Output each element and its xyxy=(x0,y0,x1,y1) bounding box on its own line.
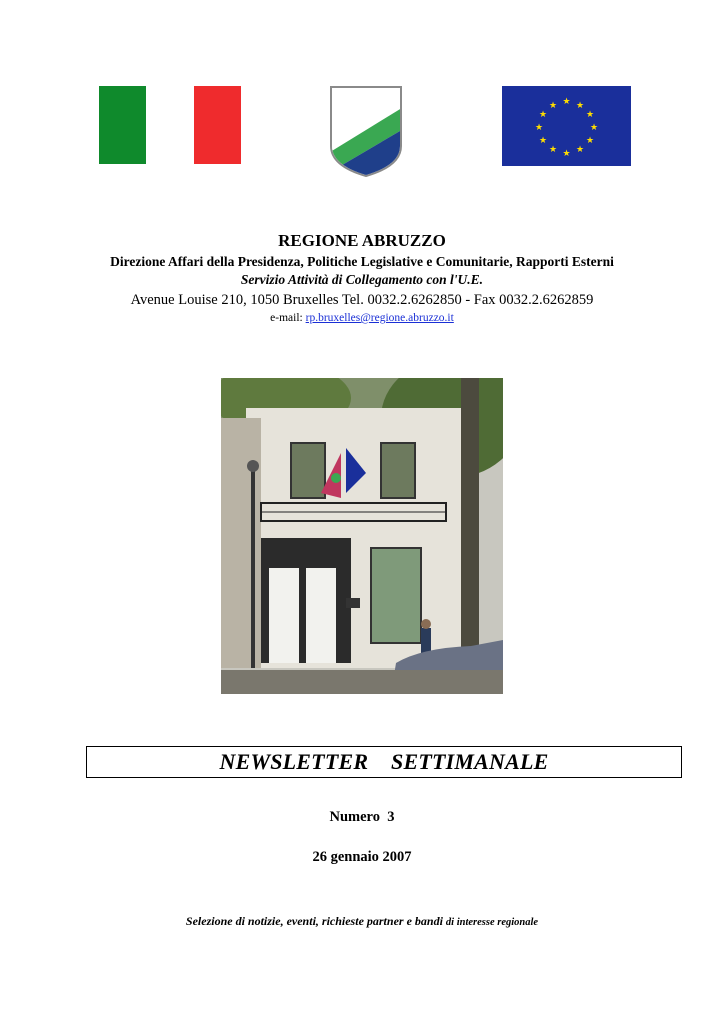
tagline xyxy=(0,914,724,929)
eu-flag-icon xyxy=(502,86,631,166)
svg-text:★: ★ xyxy=(538,136,548,146)
newsletter-title: NEWSLETTER SETTIMANALE xyxy=(219,749,549,774)
office-building-photo xyxy=(221,378,503,694)
issue-number: Numero 3 xyxy=(329,809,395,825)
svg-text:★: ★ xyxy=(538,110,548,120)
issue-date: 26 gennaio 2007 xyxy=(312,849,412,865)
svg-text:★: ★ xyxy=(585,110,595,120)
email-line xyxy=(0,310,724,326)
italy-flag-green-stripe xyxy=(99,86,146,164)
svg-text:★: ★ xyxy=(575,101,585,111)
letterhead xyxy=(0,230,724,326)
italy-flag-icon xyxy=(99,86,241,164)
italy-flag-red-stripe xyxy=(194,86,241,164)
svg-text:★: ★ xyxy=(548,145,558,155)
logo-row xyxy=(0,82,724,178)
tagline-main: Selezione di notizie, eventi, richieste partner e bandi xyxy=(185,914,443,928)
address-line: Avenue Louise 210, 1050 Bruxelles Tel. 0032.2.6262850 - Fax 0032.2.6262859 xyxy=(130,292,594,308)
svg-text:★: ★ xyxy=(534,123,544,133)
region-name: REGIONE ABRUZZO xyxy=(278,231,446,250)
tagline-small: di interesse regionale xyxy=(445,917,539,928)
svg-text:★: ★ xyxy=(548,101,558,111)
svg-text:★: ★ xyxy=(589,123,599,133)
svg-text:★: ★ xyxy=(562,149,571,159)
newsletter-title-box xyxy=(86,746,682,778)
abruzzo-crest-icon xyxy=(327,84,405,178)
svg-text:★: ★ xyxy=(562,97,571,107)
servizio-line: Servizio Attività di Collegamento con l'U.E. xyxy=(240,272,484,287)
direzione-line: Direzione Affari della Presidenza, Politiche Legislative e Comunitarie, Rapporti Esterni xyxy=(110,254,614,269)
svg-text:★: ★ xyxy=(575,145,585,155)
svg-text:★: ★ xyxy=(585,136,595,146)
email-link[interactable]: rp.bruxelles@regione.abruzzo.it xyxy=(305,312,454,324)
email-label: e-mail: xyxy=(270,312,303,324)
